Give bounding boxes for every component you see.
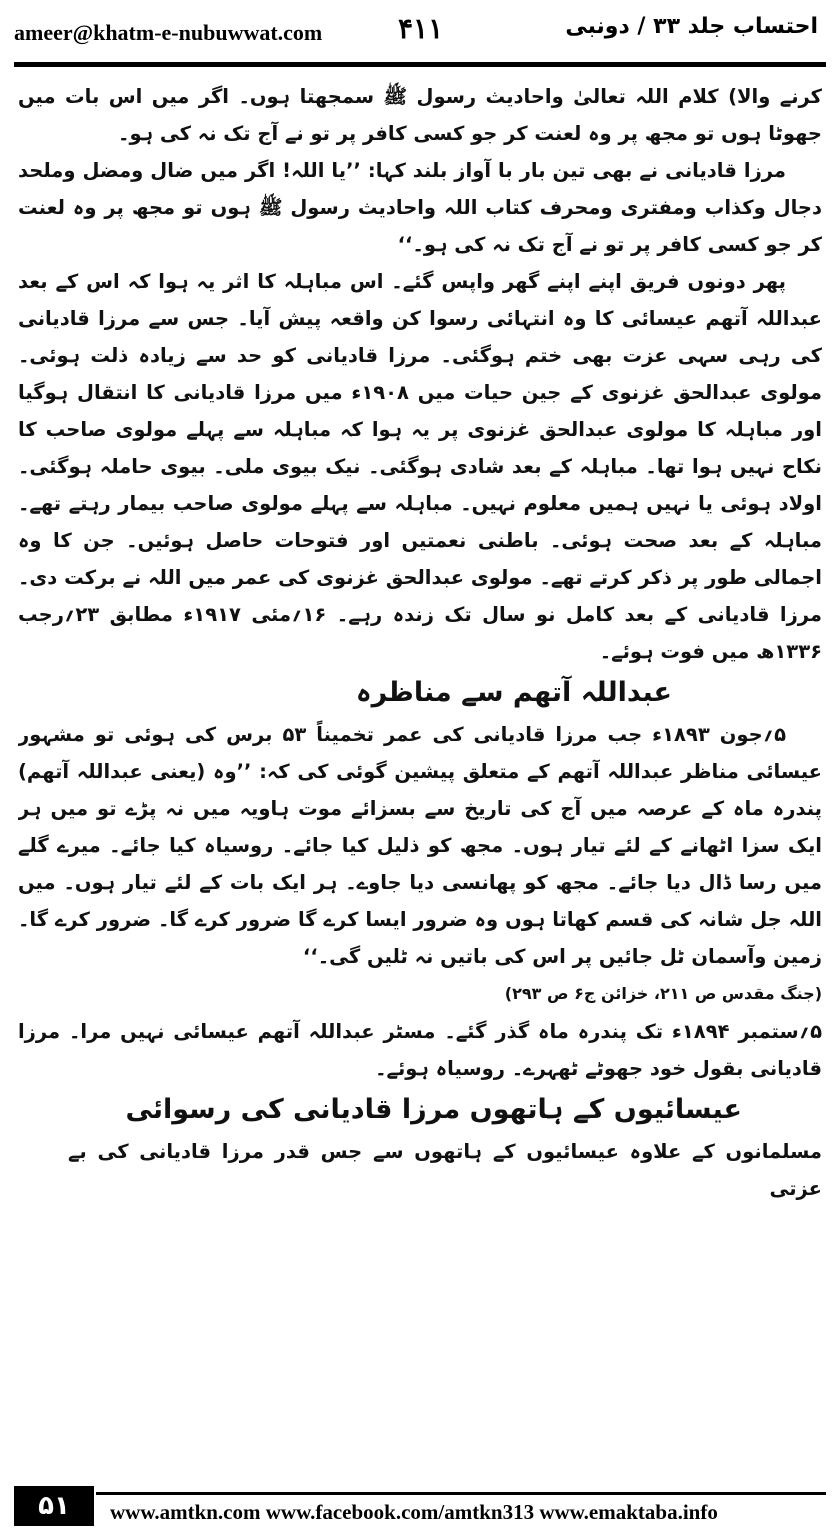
footer-folio: ۵۱ [14, 1486, 94, 1526]
page-footer [0, 1486, 840, 1540]
page-body [18, 78, 822, 1450]
paragraph-1: کرنے والا) کلام اللہ تعالیٰ واحادیث رسول ﷺ سمجھتا ہوں۔ اگر میں اس بات میں جھوٹا ہوں تو مجھ پر وہ لعنت کر جو کسی کافر پر تو نے آج تک نہ کی ہو۔ [18, 85, 822, 145]
header-divider [14, 62, 826, 67]
paragraph-4: ۵؍جون ۱۸۹۳ء جب مرزا قادیانی کی عمر تخمیناً ۵۳ برس کی ہوئی تو مشہور عیسائی مناظر عبداللہ آتھم کے متعلق پیشین گوئی کی کہ: ’’وہ (یعنی عبداللہ آتھم) پندرہ ماہ کے عرصہ میں آج کی تاریخ سے بسزائے موت ہاویہ میں نہ پڑے تو میں ہر ایک سزا اٹھانے کے لئے تیار ہوں۔ مجھ کو ذلیل کیا جائے۔ روسیاہ کیا جائے۔ میرے گلے میں رسا ڈال دیا جائے۔ مجھ کو پھانسی دیا جاوے۔ ہر ایک بات کے لئے تیار ہوں۔ میں اللہ جل شانہ کی قسم کھاتا ہوں وہ ضرور ایسا کرے گا ضرور کرے گا۔ ضرور کرے گا۔ زمین وآسمان ٹل جائیں پر اس کی باتیں نہ ٹلیں گی۔‘‘ [18, 723, 822, 968]
page-header [14, 10, 818, 56]
header-email: ameer@khatm-e-nubuwwat.com [14, 20, 323, 45]
paragraph-5: ۵؍ستمبر ۱۸۹۴ء تک پندرہ ماہ گذر گئے۔ مسٹر عبداللہ آتھم عیسائی نہیں مرا۔ مرزا قادیانی بقول خود جھوٹے ٹھہرے۔ روسیاہ ہوئے۔ [18, 1020, 822, 1080]
section-heading-christians-humiliation: عیسائیوں کے ہاتھوں مرزا قادیانی کی رسوائی [125, 1094, 742, 1125]
header-book-title: احتساب جلد ۳۳ / دونبی [565, 14, 818, 39]
paragraph-3: پھر دونوں فریق اپنے اپنے گھر واپس گئے۔ اس مباہلہ کا اثر یہ ہوا کہ اس کے بعد عبداللہ آتھم عیسائی کا وہ انتہائی رسوا کن واقعہ پیش آیا۔ جس سے مرزا قادیانی کی رہی سہی عزت بھی ختم ہوگئی۔ مرزا قادیانی کو حد سے زیادہ ذلت ہوئی۔ مولوی عبدالحق غزنوی کے جین حیات میں ۱۹۰۸ء میں مرزا قادیانی کا انتقال ہوگیا اور مباہلہ کا مولوی عبدالحق غزنوی پر یہ ہوا کہ مباہلہ سے پہلے مولوی صاحب کا نکاح نہیں ہوا تھا۔ مباہلہ کے بعد شادی ہوگئی۔ نیک بیوی ملی۔ بیوی حاملہ ہوگئی۔ اولاد ہوئی یا نہیں ہمیں معلوم نہیں۔ مباہلہ سے پہلے مولوی صاحب بیمار رہتے تھے۔ مباہلہ کے بعد صحت ہوئی۔ باطنی نعمتیں اور فتوحات حاصل ہوئیں۔ جن کا وہ اجمالی طور پر ذکر کرتے تھے۔ مولوی عبدالحق غزنوی کی عمر میں اللہ نے برکت دی۔ مرزا قادیانی کے بعد کامل نو سال تک زندہ رہے۔ ۱۶؍مئی ۱۹۱۷ء مطابق ۲۳؍رجب ۱۳۳۶ھ میں فوت ہوئے۔ [18, 270, 822, 663]
paragraph-2: مرزا قادیانی نے بھی تین بار با آواز بلند کہا: ’’یا اللہ! اگر میں ضال ومضل وملحد دجال وکذاب ومفتری ومحرف کتاب اللہ واحادیث رسول ﷺ ہوں تو مجھ پر وہ لعنت کر جو کسی کافر پر تو نے آج تک نہ کی ہو۔‘‘ [18, 159, 822, 256]
footer-urls: www.amtkn.com www.facebook.com/amtkn313 www.emaktaba.info [110, 1500, 718, 1524]
header-page-number: ۴۱۱ [398, 12, 444, 45]
section-heading-atham-debate: عبداللہ آتھم سے مناظرہ [355, 677, 672, 708]
citation: (جنگ مقدس ص ۲۱۱، خزائن ج۶ ص ۲۹۳) [504, 984, 822, 1003]
paragraph-6: مسلمانوں کے علاوہ عیسائیوں کے ہاتھوں سے جس قدر مرزا قادیانی کی بے عزتی [68, 1140, 822, 1200]
footer-divider [96, 1492, 826, 1495]
